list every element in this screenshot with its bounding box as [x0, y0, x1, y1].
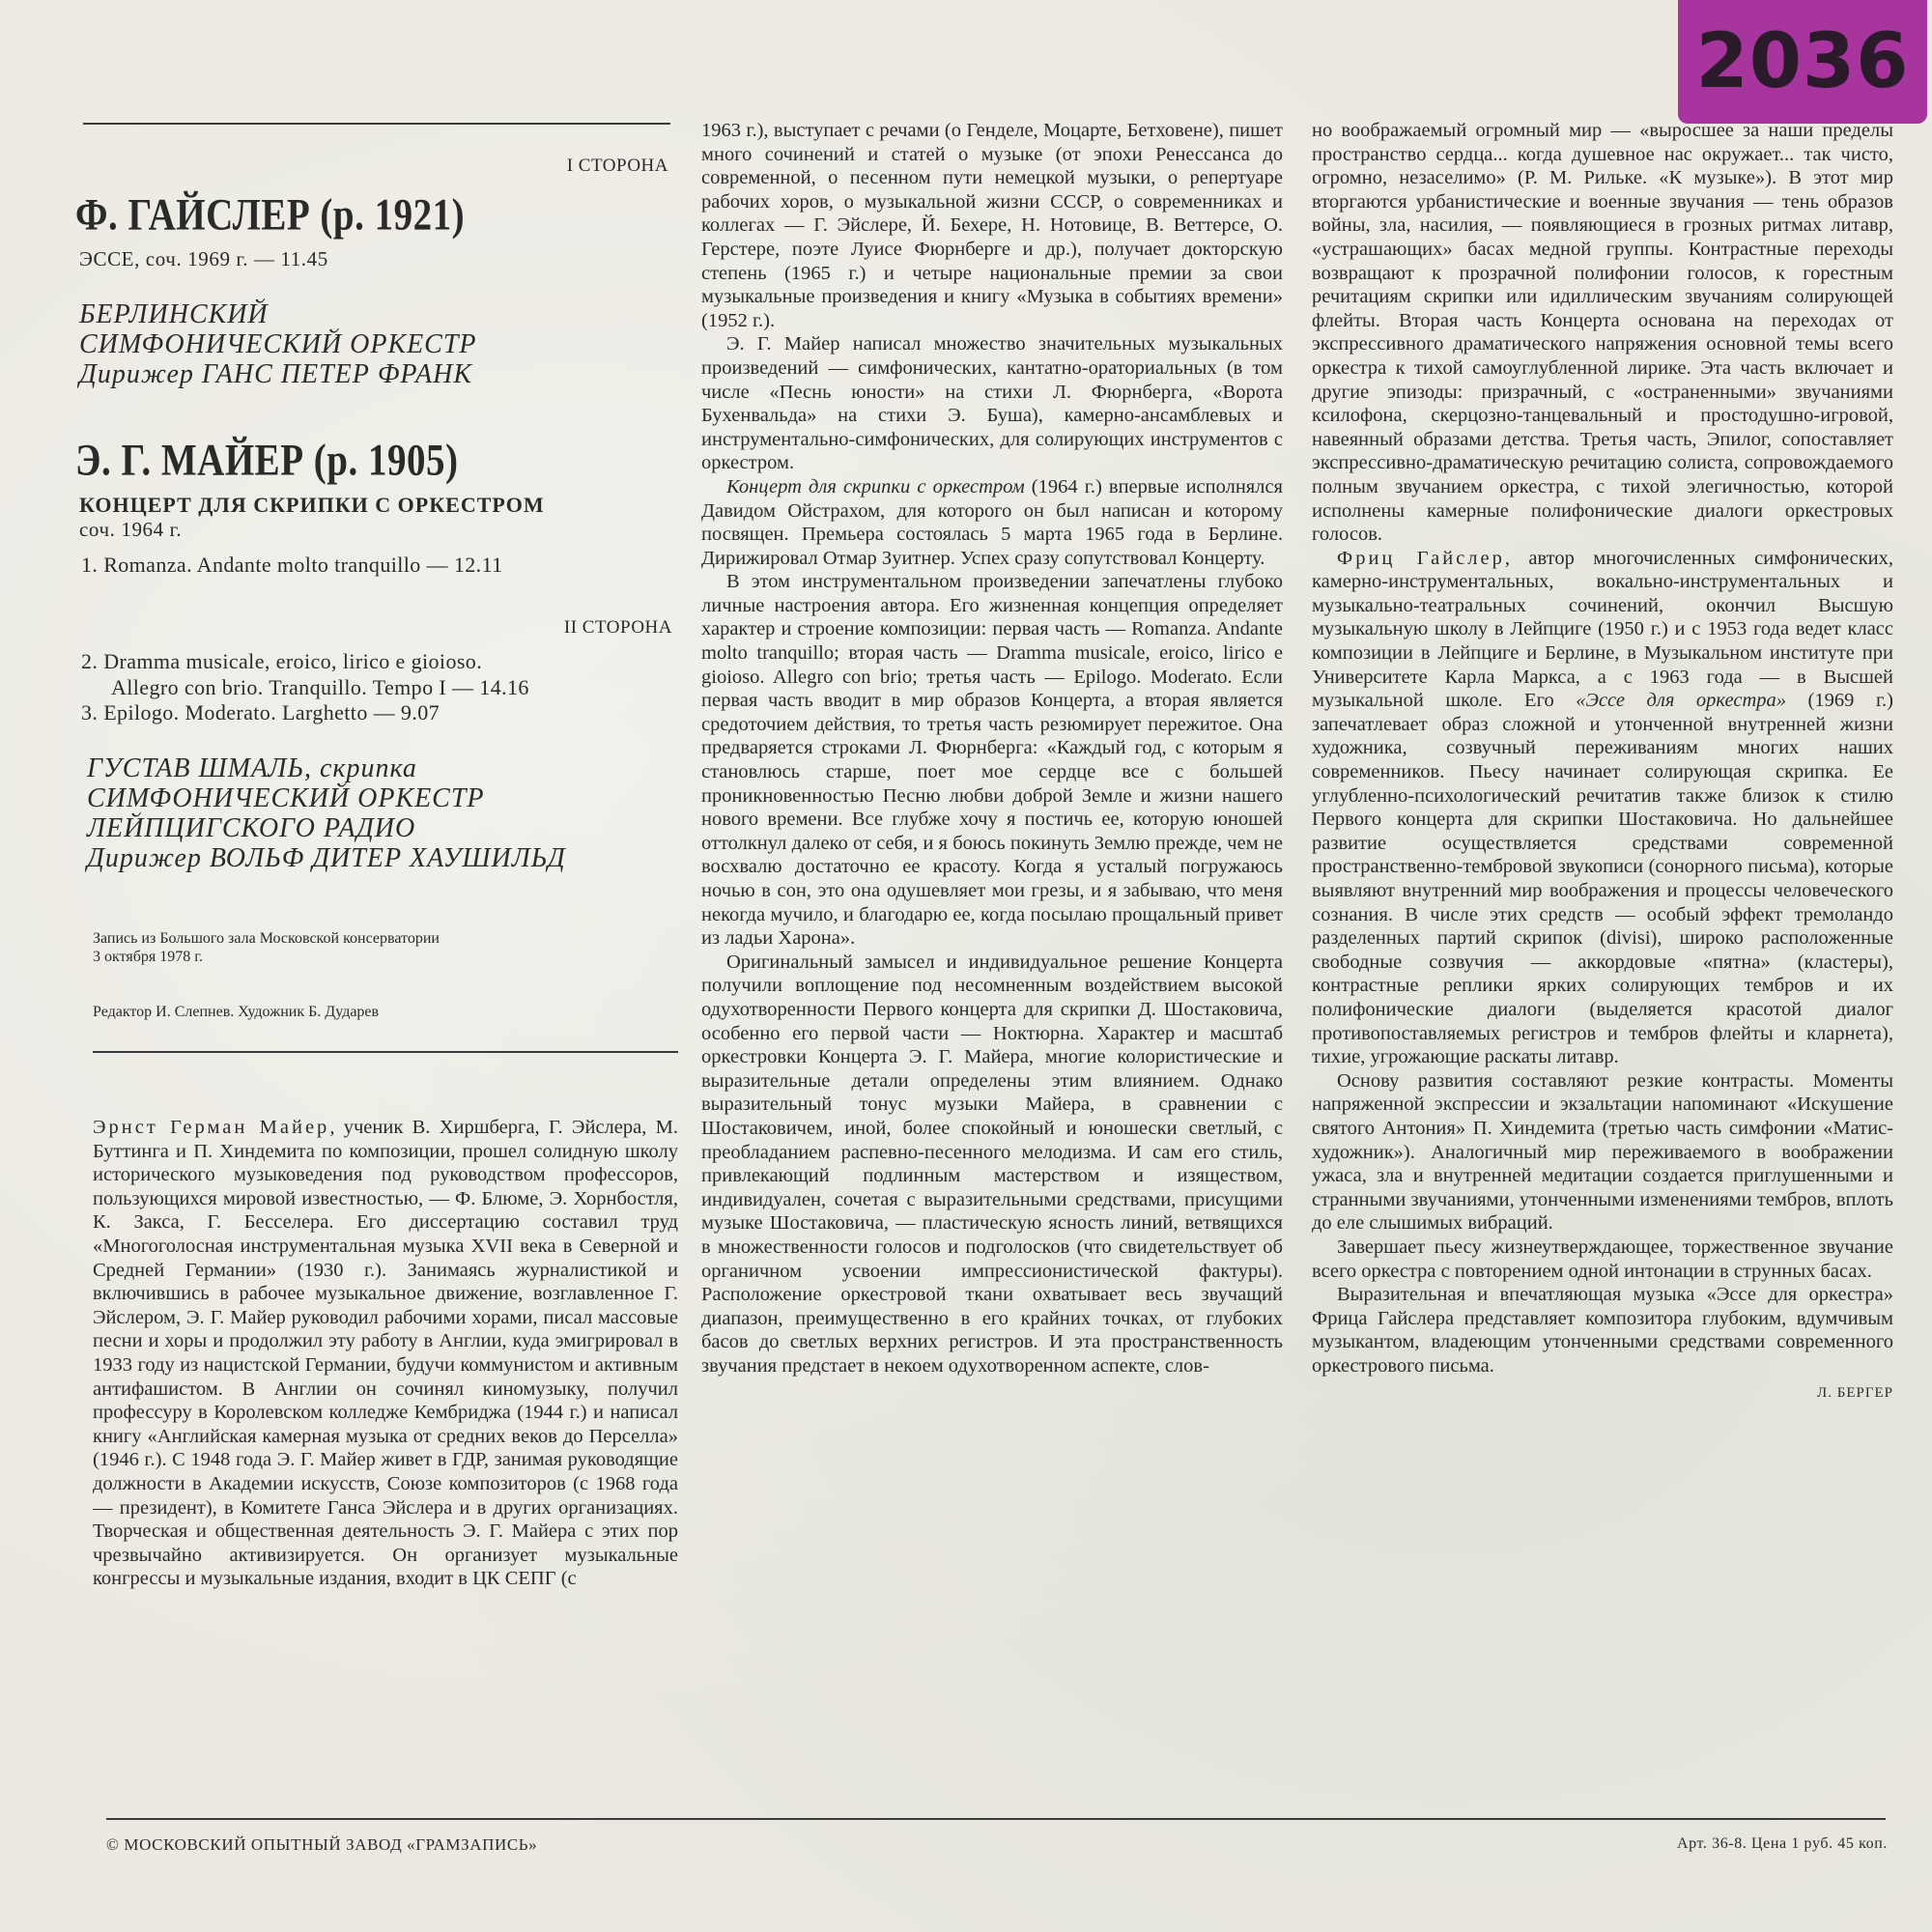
track-2: 2. Dramma musicale, eroico, lirico e gioioso. [81, 649, 483, 673]
performer-line: Дирижер ГАНС ПЕТЕР ФРАНК [79, 359, 472, 389]
editor-credits: Редактор И. Слепнев. Художник Б. Дударев [93, 1004, 380, 1020]
track-2-tempo: Allegro con brio. Tranquillo. Tempo I — 14.16 [111, 675, 529, 699]
price-notice: Арт. 36-8. Цена 1 руб. 45 коп. [1676, 1835, 1888, 1852]
footer-divider [106, 1818, 1886, 1820]
paragraph: 1963 г.), выступает с речами (о Генделе, Моцарте, Бетховене), пишет много сочинений и статей о музыке (от эпохи Ренессанса до современной, о песенном пути немецкой музыки, о репертуаре рабочих хоров, о музыкальной жизни СССР, о современниках и коллегах — Г. Эйслере, Й. Бехере, Н. Нотовице, В. Веттерсе, О. Герстере, поэте Луисе Фюрнберге и др.), получает докторскую степень (1965 г.) и четыре национальные премии за свои музыкальные произведения и книгу «Музыка в событиях времени» (1952 г.). [701, 120, 1283, 331]
text-column-2 [701, 119, 1283, 1378]
composer-2-performers [87, 753, 566, 873]
paragraph: Основу развития составляют резкие контрасты. Моменты напряженной экспрессии и экзальтации напоминают «Искушение святого Антония» П. Хиндемита (третью часть симфонии «Матис-художник»). Аналогичный мир переживаемого в воображении ужаса, зла и внутренней медитации создается приглушенными и странными звучаниями, утонченными изменениями тембров, вплоть до еле слышимых вибраций. [1312, 1069, 1893, 1235]
performer-line: ГУСТАВ ШМАЛЬ, скрипка [87, 753, 417, 783]
performer-line: СИМФОНИЧЕСКИЙ ОРКЕСТР [87, 783, 485, 813]
left-divider [93, 1051, 678, 1053]
paragraph: Выразительная и впечатляющая музыка «Эссе для оркестра» Фрица Гайслера представляет композитора глубоким, вдумчивым музыкантом, владеющим утонченными средствами современного оркестрового письма. [1312, 1284, 1893, 1377]
composer-2-work: КОНЦЕРТ ДЛЯ СКРИПКИ С ОРКЕСТРОМ [79, 493, 545, 517]
biography-paragraph: Эрнст Герман Майер, ученик В. Хиршберга, Г. Эйслера, М. Буттинга и П. Хиндемита по композиции, прошел солидную школу исторического музыковедения под руководством профессоров, пользующихся мировой известностью, — Ф. Блюме, Э. Хорнбостля, К. Закса, Г. Бесселера. Его диссертацию составил труд «Многоголосная инструментальная музыка XVII века в Северной и Средней Германии» (1930 г.). Занимаясь журналистикой и включившись в рабочее музыкальное движение, возглавленное Г. Эйслером, Э. Г. Майер руководил рабочими хорами, писал массовые песни и хоры и продолжил эту работу в Англии, куда эмигрировал в 1933 году из нацистской Германии, будучи коммунистом и активным антифашистом. В Англии он сочинял киномузыку, получил профессуру в Королевском колледже Кембриджа (1944 г.) и написал книгу «Английская камерная музыка от средних веков до Перселла» (1946 г.). С 1948 года Э. Г. Майер живет в ГДР, занимая руководящие должности в Академии искусств, Союзе композиторов (с 1968 года — президент), в Комитете Ганса Эйслера и в других организациях. Творческая и общественная деятельность Э. Г. Майера с этих пор чрезвычайно активизируется. Он организует музыкальные конгрессы и музыкальные издания, входит в ЦК СЕПГ (с [93, 1117, 678, 1590]
paragraph: В этом инструментальном произведении запечатлены глубоко личные настроения автора. Его жизненная концепция определяет характер и строение композиции: первая часть — Romanza. Andante molto tranquillo; вторая часть — Dramma musicale, eroico, lirico e gioioso. Allegro con brio; третья часть — Epilogo. Moderato. Если первая часть вводит в мир образов Концерта, а вторая является средоточием действия, то третья часть резюмирует пережитое. Она предваряется строками Л. Фюрнберга: «Каждый год, с которым я становлюсь старше, поет мое сердце все с большей проникновенностью Песню любви доброй Земле и жизни нашего нового времени. Все глубже хочу я постичь ее, которую юношей оттолкнул далеко от себя, и я боюсь покинуть Землю прежде, чем не восхвалю достаточно ее красоту. Когда я усталый погружаюсь ночью в сон, это она одушевляет мои грезы, и я забываю, что меня некогда мучило, и благодарю ее, когда посылаю прощальный привет из ладьи Харона». [701, 571, 1283, 950]
biography-column-1 [93, 1116, 678, 1591]
text-column-3 [1312, 119, 1893, 1406]
paragraph: но воображаемый огромный мир — «выросшее за наши пределы пространство сердца... когда душевное нас окружает... так чисто, огромно, незаселимо» (Р. М. Рильке. «К музыке»). В этот мир вторгаются урбанистические и военные звучания — тень образов войны, зла, насилия, — появляющиеся в грозных ритмах литавр, «устрашающих» басах медной группы. Контрастные переходы возвращают к прозрачной полифонии голосов, к горестным речитациям скрипки или идиллическим звучаниям солирующей флейты. Вторая часть Концерта основана на переходах от экспрессивного драматического напряжения основной темы всего оркестра к тихой самоуглубленной лирике. Эта часть включает и другие эпизоды: призрачный, с «остраненными» звучаниями ксилофона, скерцозно-танцевальный и простодушно-игровой, навеянный образами детства. Третья часть, Эпилог, сопоставляет экспрессивно-драматическую речитацию солиста, сопровождаемого полным звучанием оркестра, с тихой элегичностью, которой исполнены камерные полифонические диалоги оркестровых голосов. [1312, 120, 1893, 546]
recording-venue: Запись из Большого зала Московской консерватории [93, 930, 440, 947]
composer-2-work-year: соч. 1964 г. [79, 518, 183, 541]
paragraph: Завершает пьесу жизнеутверждающее, торжественное звучание всего оркестра с повторением одной интонации в струнных басах. [1312, 1236, 1893, 1282]
side-one-label: I СТОРОНА [566, 156, 668, 176]
top-divider [83, 123, 670, 125]
performer-line: СИМФОНИЧЕСКИЙ ОРКЕСТР [79, 329, 477, 359]
recording-info [93, 929, 440, 966]
publisher-notice: © МОСКОВСКИЙ ОПЫТНЫЙ ЗАВОД «ГРАМЗАПИСЬ» [106, 1835, 538, 1854]
track-3: 3. Epilogo. Moderato. Larghetto — 9.07 [81, 700, 440, 724]
paragraph: Фриц Гайслер, автор многочисленных симфонических, камерно-инструментальных, вокально-инструментальных и музыкально-театральных сочинений, окончил Высшую музыкальную школу в Лейпциге (1950 г.) и с 1953 года ведет класс композиции в Лейпциге и Берлине, в Музыкальном институте при Университете Карла Маркса, а с 1963 года — в Высшей музыкальной школе. Его «Эссе для оркестра» (1969 г.) запечатлевает образ сложной и утонченной внутренней жизни художника, созвучный переживаниям многих наших современников. Пьесу начинает солирующая скрипка. Ее углубленно-психологический речитатив также близок к стилю Первого концерта для скрипки Шостаковича. Но дальнейшее развитие осуществляется средствами современной пространственно-тембровой звукописи (сонорного письма), которые выявляют внутренний мир воображения и процессы человеческого сознания. В числе этих средств — особый эффект тремоландо разделенных партий скрипок (divisi), широко расположенные свободные созвучия — аккордовые «пятна» (кластеры), контрастные реплики ярких солирующих тембров и их полифонические диалоги (выделяется красотой диалог противопоставляемых регистров и тембров флейты и кларнета), тихие, угрожающие раскаты литавр. [1312, 547, 1894, 1068]
performer-line: БЕРЛИНСКИЙ [79, 299, 269, 329]
composer-2-heading: Э. Г. МАЙЕР (р. 1905) [75, 436, 459, 485]
recording-date: 3 октября 1978 г. [93, 949, 203, 965]
paragraph: Концерт для скрипки с оркестром (1964 г.) впервые исполнялся Давидом Ойстрахом, для которого он был написан и которому посвящен. Премьера состоялась 5 марта 1965 года в Берлине. Дирижировал Отмар Зуитнер. Успех сразу сопутствовал Концерту. [701, 475, 1283, 569]
composer-1-performers [79, 299, 477, 389]
paragraph: Э. Г. Майер написал множество значительных музыкальных произведений — симфонических, кантатно-ораториальных (в том числе «Песнь юности» на стихи Л. Фюрнберга, «Ворота Бухенвальда» на стихи Э. Буша), камерно-ансамблевых и инструментально-симфонических, для солирующих инструментов с оркестром. [701, 333, 1283, 474]
composer-name-lead: Эрнст Герман Майер [93, 1117, 330, 1138]
catalog-number-sticker: 2036 [1678, 0, 1927, 124]
author-signature: Л. БЕРГЕР [1817, 1385, 1893, 1402]
paragraph: Оригинальный замысел и индивидуальное решение Концерта получили воплощение под несомненным воздействием высокой одухотворенности Первого концерта для скрипки Д. Шостаковича, особенно его первой части — Ноктюрна. Характер и масштаб оркестровки Концерта Э. Г. Майера, многие колористические и выразительные детали определены этим влиянием. Однако выразительный тонус музыки Майера, в сравнении с Шостаковичем, иной, более спокойный и юношески светлый, с преобладанием распевно-песенного мелодизма. И сам его стиль, привлекающий подлинным мастерством и изяществом, индивидуален, сочетая с выразительными средствами, присущими музыке Шостаковича, — пластическую ясность линий, ветвящихся в множественности голосов и подголосков (что свидетельствует об органичном усвоении импрессионистической фактуры). Расположение оркестровой ткани охватывает весь звучащий диапазон, преимущественно в его крайних точках, от глубоких басов до светлых верхних регистров. И эта пространственность звучания предстает в некоем одухотворенном аспекте, слов- [701, 951, 1283, 1377]
track-1: 1. Romanza. Andante molto tranquillo — 12.11 [81, 553, 503, 577]
side-two-label: II СТОРОНА [563, 617, 672, 638]
performer-line: ЛЕЙПЦИГСКОГО РАДИО [87, 813, 416, 843]
composer-1-work: ЭССЕ, соч. 1969 г. — 11.45 [79, 247, 328, 270]
composer-1-heading: Ф. ГАЙСЛЕР (р. 1921) [75, 190, 466, 240]
performer-line: Дирижер ВОЛЬФ ДИТЕР ХАУШИЛЬД [87, 843, 566, 873]
